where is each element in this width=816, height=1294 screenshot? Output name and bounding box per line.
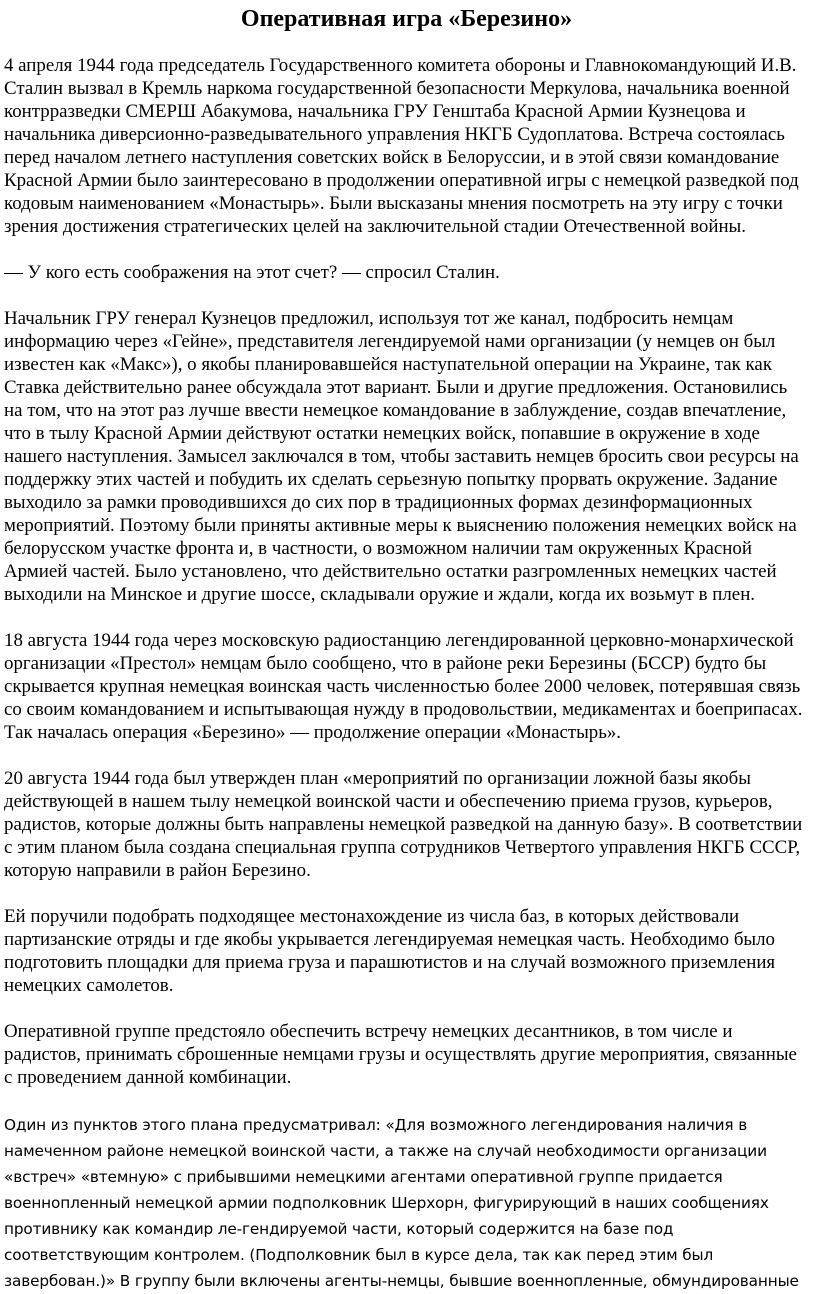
paragraph-4: 18 августа 1944 года через московскую радиостанцию легендированной церковно-монархической организации «Престол» немцам было сообщено, что в районе реки Березины (БССР) будто бы скрывается крупная немецкая воинская часть численностью более 2000 человек, потерявшая связь со своим командованием и испытывающая нужду в продовольствии, медикаментах и боеприпасах. Так началась операция «Березино» — продолжение операции «Монастырь».	[4, 630, 803, 743]
paragraph-1: 4 апреля 1944 года председатель Государственного комитета обороны и Главнокомандующий И.В. Сталин вызвал в Кремль наркома государственной безопасности Меркулова, начальника военной контрразведки СМЕРШ Абакумова, начальника ГРУ Генштаба Красной Армии Кузнецова и начальника диверсионно-разведывательного управления НКГБ Судоплатова. Встреча состоялась перед началом летнего наступления советских войск в Белоруссии, и в этой связи командование Красной Армии было заинтересовано в продолжении оперативной игры с немецкой разведкой под кодовым наименованием «Монастырь». Были высказаны мнения посмотреть на эту игру с точки зрения достижения стратегических целей на заключительной стадии Отечественной войны.	[4, 55, 799, 237]
paragraph-7: Оперативной группе предстояло обеспечить встречу немецких десантников, в том числе и радистов, принимать сброшенные немцами грузы и осуществлять другие мероприятия, связанные с проведением данной комбинации.	[4, 1021, 797, 1088]
paragraph-5: 20 августа 1944 года был утвержден план «мероприятий по организации ложной базы якобы действующей в нашем тылу немецкой воинской части и обеспечению приема грузов, курьеров, радистов, которые должны быть направлены немецкой разведкой на данную базу». В соответствии с этим планом была создана специальная группа сотрудников Четвертого управления НКГБ СССР, которую направили в район Березино.	[4, 768, 803, 881]
document-title: Оперативная игра «Березино»	[240, 6, 573, 32]
paragraph-2-quote: — У кого есть соображения на этот счет? — спросил Сталин.	[4, 262, 500, 283]
paragraph-6: Ей поручили подобрать подходящее местонахождение из числа баз, в которых действовали партизанские отряды и где якобы укрывается легендируемая немецкая часть. Необходимо было подготовить площадки для приема груза и парашютистов и на случай возможного приземления немецких самолетов.	[4, 906, 776, 996]
paragraph-3: Начальник ГРУ генерал Кузнецов предложил, используя тот же канал, подбросить немцам информацию через «Гейне», представителя легендируемой нами организации (у немцев он был известен как «Макс»), о якобы планировавшейся наступательной операции на Украине, так как Ставка действительно ранее обсуждала этот вариант. Были и другие предложения. Остановились на том, что на этот раз лучше ввести немецкое командование в заблуждение, создав впечатление, что в тылу Красной Армии действуют остатки немецких войск, попавшие в окружение в ходе нашего наступления. Замысел заключался в том, чтобы заставить немцев бросить свои ресурсы на поддержку этих частей и побудить их сделать серьезную попытку прорвать окружение. Задание выходило за рамки проводившихся до сих пор в традиционных формах дезинформационных мероприятий. Поэтому были приняты активные меры к выяснению положения немецких войск на белорусском участке фронта и, в частности, о возможном наличии там окруженных Красной Армией частей. Было установлено, что действительно остатки разгромленных немецких частей выходили на Минское и другие шоссе, складывали оружие и ждали, когда их возьмут в плен.	[4, 308, 799, 605]
paragraph-8-sans: Один из пунктов этого плана предусматривал: «Для возможного легендирования наличия в намеченном районе немецкой воинской части, а также на случай необходимости организации «встреч» «втемную» с прибывшими немецкими агентами оперативной группе придается военнопленный немецкой армии подполковник Шерхорн, фигурирующий в наших сообщениях противнику как командир ле-гендируемой части, который содержится на базе под соответствующим контролем. (Подполковник был в курсе дела, так как перед этим был завербован.)» В группу были включены агенты-немцы, бывшие военнопленные, обмундированные	[4, 1116, 799, 1290]
document-body	[4, 54, 809, 1089]
